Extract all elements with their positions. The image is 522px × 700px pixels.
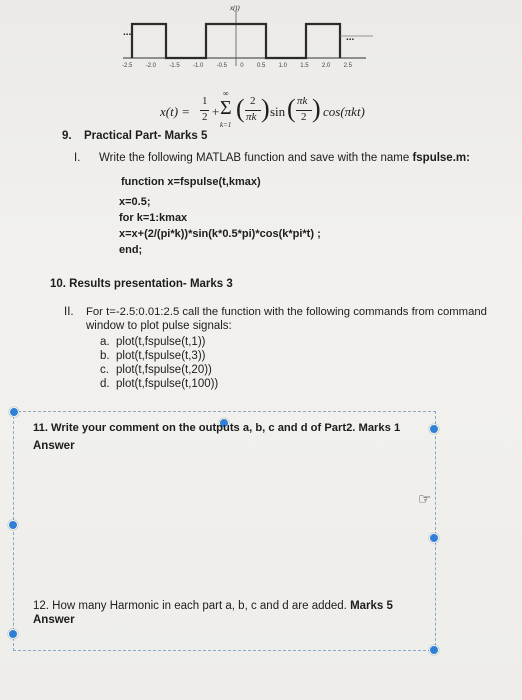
formula-half-den: 2 — [202, 111, 208, 123]
tick-label: 1.5 — [300, 63, 309, 69]
q10-line2: window to plot pulse signals: — [86, 320, 232, 332]
list-letter: d. — [100, 378, 110, 390]
waveform-right-dots: ... — [346, 32, 355, 43]
code-line: end; — [119, 244, 143, 256]
formula-sum-top: ∞ — [223, 89, 229, 98]
paren-left: ( — [236, 94, 245, 123]
plot-command: plot(t,fspulse(t,20)) — [116, 364, 212, 376]
q10-line1: For t=-2.5:0.01:2.5 call the function with the following commands from command — [86, 306, 487, 318]
selection-handle-middle-left[interactable] — [8, 520, 18, 530]
formula-plus: + — [212, 104, 220, 119]
formula-coef-den: πk — [246, 111, 257, 123]
waveform-left-dots: ... — [123, 27, 132, 38]
waveform-tick-labels — [122, 63, 352, 69]
tick-label: -2.5 — [122, 63, 133, 69]
selection-handle-middle-right[interactable] — [429, 533, 439, 543]
q12-answer-label: Answer — [33, 614, 75, 626]
q12-marks: Marks 5 — [350, 600, 393, 612]
list-item — [100, 336, 218, 350]
tick-label: -1.5 — [169, 63, 180, 69]
answer-selection-box[interactable] — [13, 411, 436, 651]
plot-command-list — [100, 336, 218, 392]
formula-lhs: x(t) = — [160, 104, 191, 119]
q9-title: Practical Part- Marks 5 — [84, 130, 208, 142]
tick-label: -2.0 — [145, 63, 156, 69]
code-line: x=x+(2/(pi*k))*sin(k*0.5*pi)*cos(k*pi*t) ; — [119, 228, 321, 240]
selection-handle-top-left[interactable] — [9, 407, 19, 417]
code-line: for k=1:kmax — [119, 212, 188, 224]
tick-label: 1.0 — [278, 63, 287, 69]
q11-question: 11. Write your comment on the outputs a, b, c and d of Part2. Marks 1 — [33, 422, 401, 434]
tick-label: 2.5 — [343, 63, 352, 69]
matlab-code-block — [121, 176, 321, 260]
q9-filename: fspulse.m: — [412, 152, 470, 164]
formula-sin: sin — [270, 104, 286, 119]
tick-label: 0.5 — [256, 63, 266, 69]
formula-sum-symbol: Σ — [220, 97, 232, 119]
q12-question: 12. How many Harmonic in each part a, b, c and d are added. — [33, 600, 347, 612]
q9-instruction-text: Write the following MATLAB function and save with the name — [99, 152, 413, 164]
tick-label: 0 — [240, 63, 244, 69]
selection-handle-top-right[interactable] — [429, 424, 439, 434]
tick-label: 2.0 — [321, 63, 331, 69]
selection-handle-bottom-right[interactable] — [429, 645, 439, 655]
selection-handle-bottom-left[interactable] — [8, 629, 18, 639]
q9-item-number: I. — [74, 152, 81, 164]
formula-cos: cos(πkt) — [323, 104, 365, 119]
plot-command: plot(t,fspulse(t,3)) — [116, 350, 206, 362]
paren-right: ) — [312, 94, 321, 123]
list-letter: c. — [100, 364, 109, 376]
fourier-formula — [160, 89, 380, 132]
q11-answer-label: Answer — [33, 440, 75, 452]
code-line: x=0.5; — [119, 196, 151, 208]
q12-question-line — [33, 600, 393, 612]
list-item — [100, 364, 218, 378]
q10-item-number: II. — [64, 306, 74, 318]
plot-command: plot(t,fspulse(t,1)) — [116, 336, 206, 348]
formula-arg-den: 2 — [301, 111, 307, 123]
waveform-y-label: x(t) — [230, 4, 240, 12]
q9-number: 9. — [62, 130, 72, 142]
tick-label: -0.5 — [216, 63, 227, 69]
plot-command: plot(t,fspulse(t,100)) — [116, 378, 219, 390]
code-line: function x=fspulse(t,kmax) — [121, 176, 261, 188]
paren-left: ( — [287, 94, 296, 123]
list-letter: a. — [100, 336, 110, 348]
list-letter: b. — [100, 350, 110, 362]
formula-half-num: 1 — [202, 95, 208, 107]
list-item — [100, 378, 218, 392]
list-item — [100, 350, 218, 364]
tick-label: -1.0 — [192, 63, 204, 69]
paren-right: ) — [261, 94, 270, 123]
q10-title: 10. Results presentation- Marks 3 — [50, 278, 233, 290]
formula-arg-num: πk — [297, 95, 308, 107]
hand-cursor-icon: ☞ — [418, 491, 432, 508]
formula-coef-num: 2 — [250, 95, 256, 107]
formula-sum-bottom: k=1 — [220, 121, 232, 129]
q9-instruction — [99, 152, 470, 164]
